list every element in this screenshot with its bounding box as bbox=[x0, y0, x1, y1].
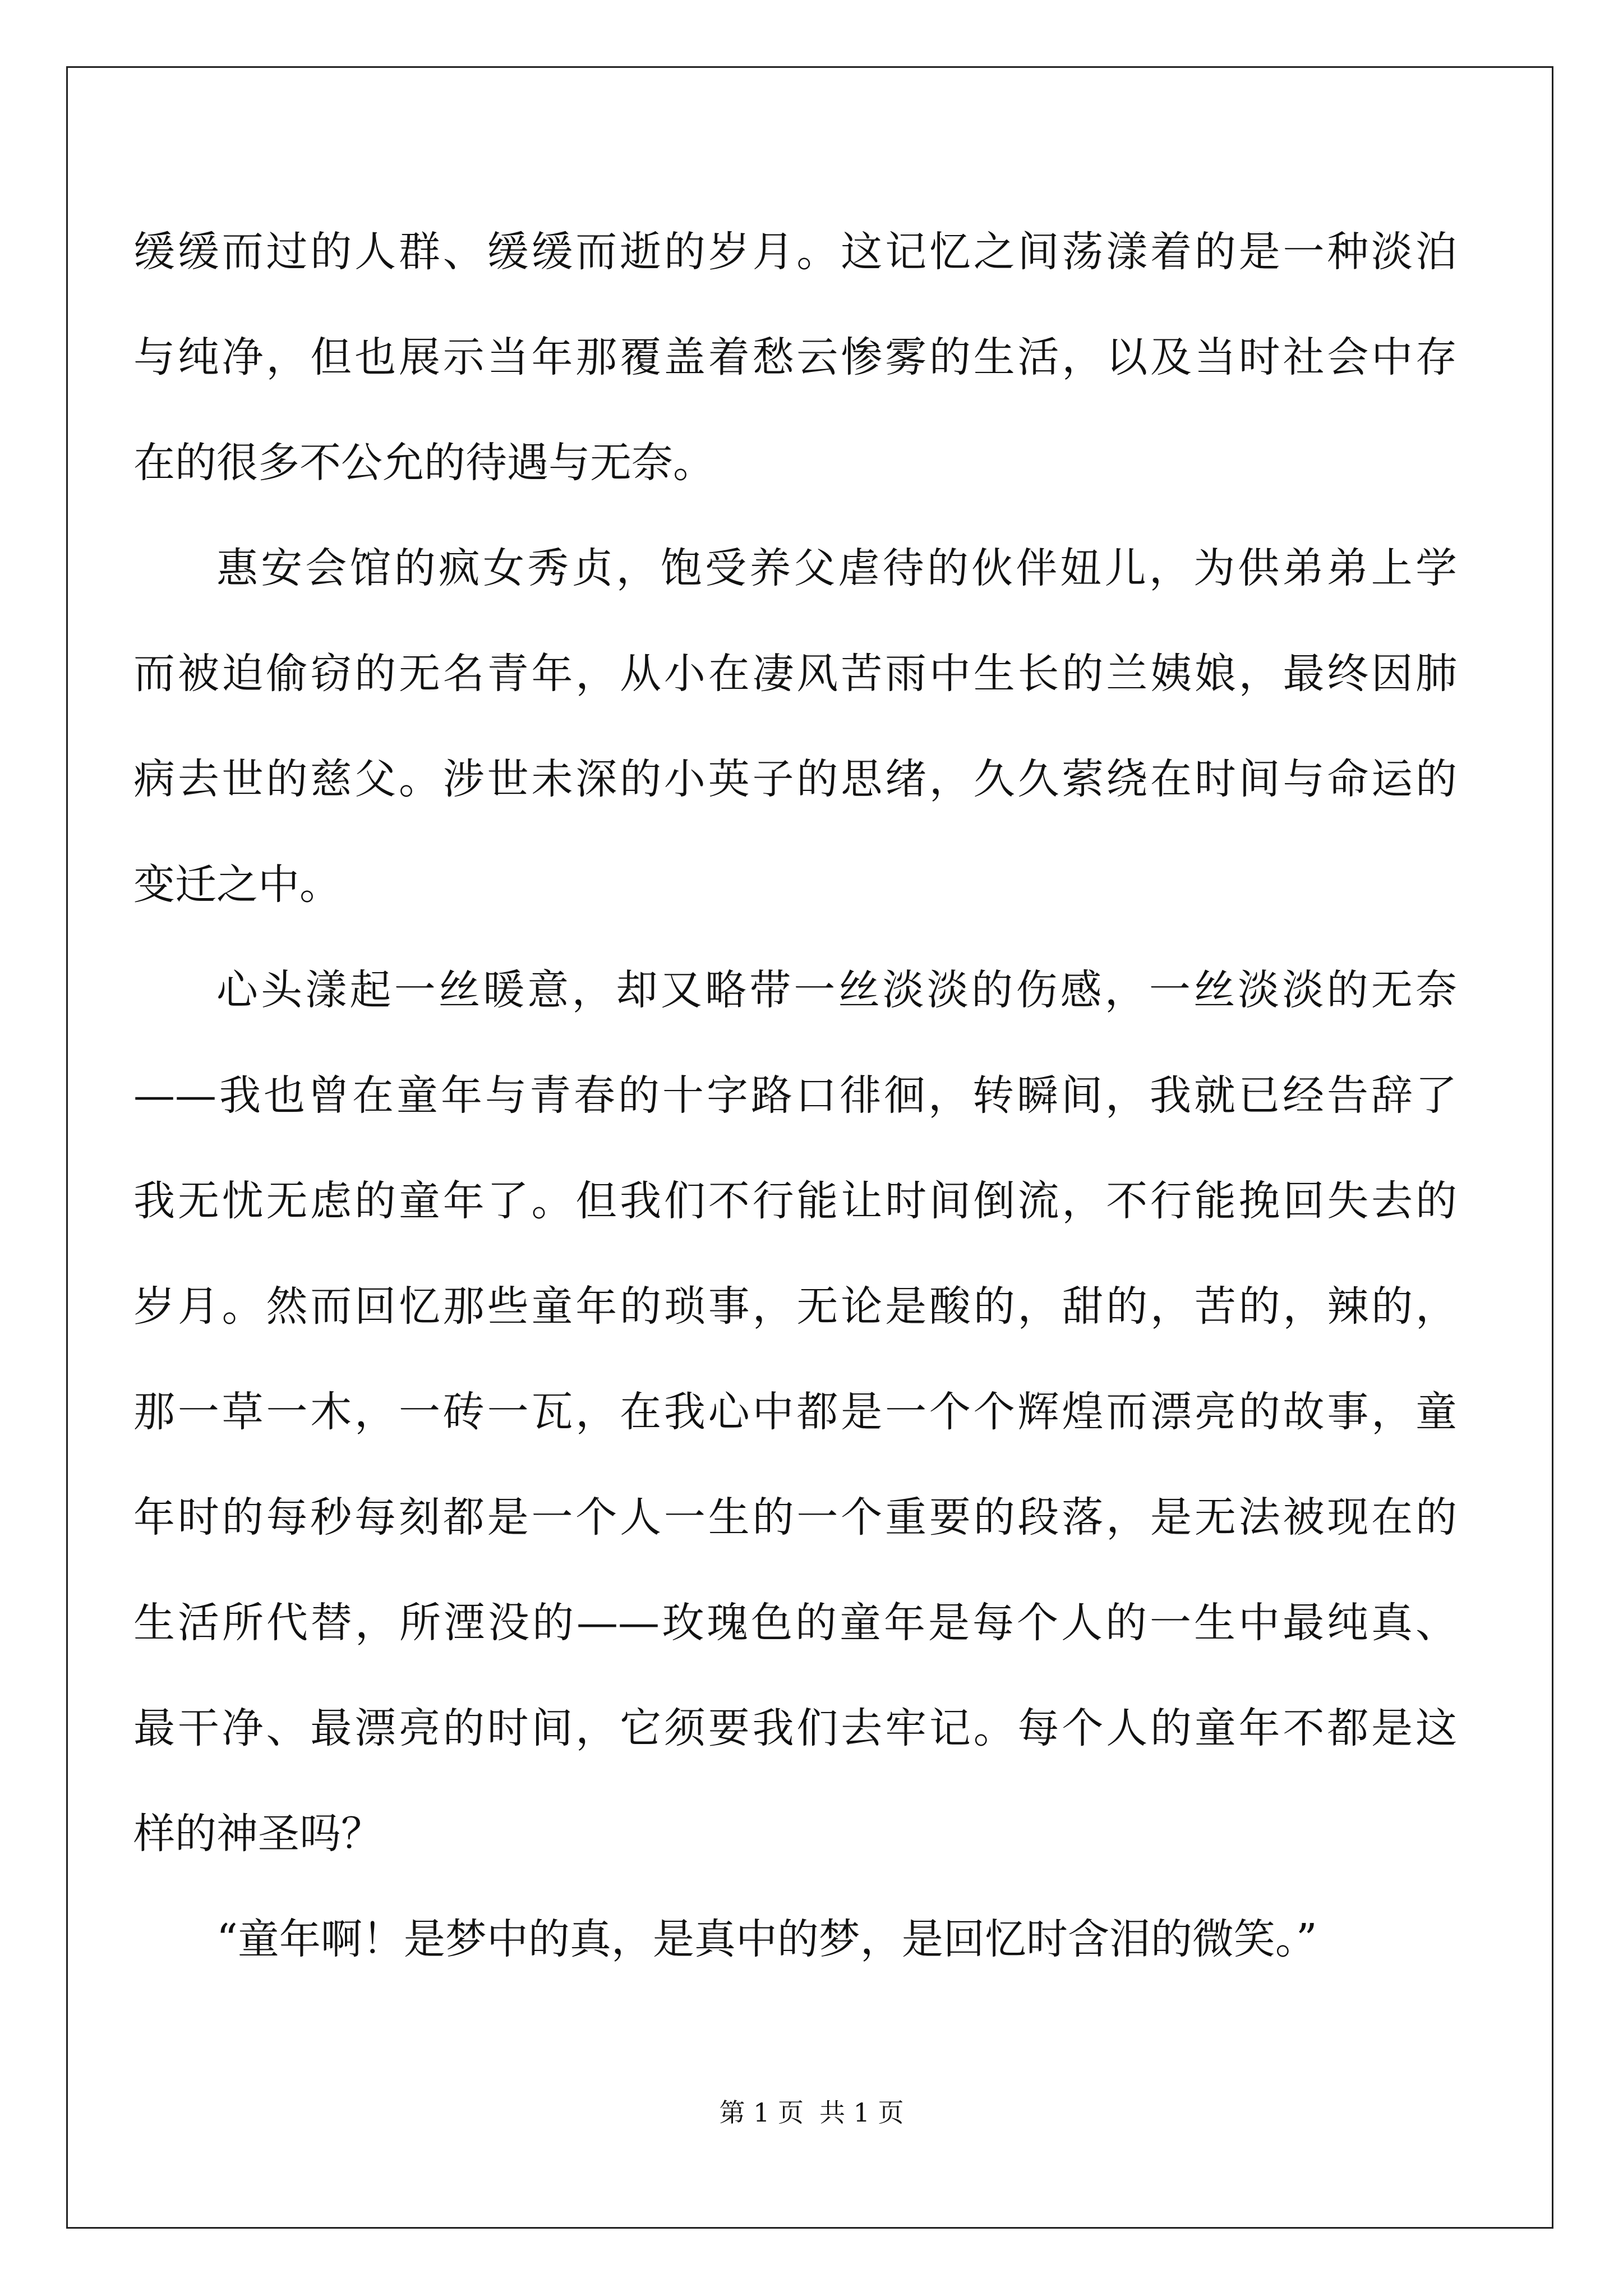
text-line: 那一草一木，一砖一瓦，在我心中都是一个个辉煌而漂亮的故事，童 bbox=[133, 1388, 1457, 1436]
text-line: 惠安会馆的疯女秀贞，饱受养父虐待的伙伴妞儿，为供弟弟上学 bbox=[216, 544, 1457, 592]
text-line: 缓缓而过的人群、缓缓而逝的岁月。这记忆之间荡漾着的是一种淡泊 bbox=[133, 228, 1457, 276]
text-line: 年时的每秒每刻都是一个人一生的一个重要的段落，是无法被现在的 bbox=[133, 1493, 1457, 1542]
text-line: 变迁之中。 bbox=[133, 861, 341, 909]
text-line: “童年啊！是梦中的真，是真中的梦，是回忆时含泪的微笑。” bbox=[216, 1915, 1317, 1963]
text-line: 与纯净，但也展示当年那覆盖着愁云惨雾的生活，以及当时社会中存 bbox=[133, 333, 1457, 381]
text-line: 而被迫偷窃的无名青年，从小在凄风苦雨中生长的兰姨娘，最终因肺 bbox=[133, 650, 1457, 698]
text-line: 最干净、最漂亮的时间，它须要我们去牢记。每个人的童年不都是这 bbox=[133, 1704, 1457, 1752]
text-line: 我无忧无虑的童年了。但我们不行能让时间倒流，不行能挽回失去的 bbox=[133, 1177, 1457, 1225]
text-line: 岁月。然而回忆那些童年的琐事，无论是酸的，甜的，苦的，辣的， bbox=[133, 1282, 1457, 1331]
page-number-total: 共 1 页 bbox=[819, 2097, 904, 2128]
text-line: ——我也曾在童年与青春的十字路口徘徊，转瞬间，我就已经告辞了 bbox=[133, 1071, 1457, 1120]
document-body bbox=[133, 199, 1457, 1992]
text-line: 生活所代替，所湮没的——玫瑰色的童年是每个人的一生中最纯真、 bbox=[133, 1599, 1457, 1647]
text-line: 在的很多不公允的待遇与无奈。 bbox=[133, 439, 714, 487]
text-line: 病去世的慈父。涉世未深的小英子的思绪，久久萦绕在时间与命运的 bbox=[133, 755, 1457, 803]
page-footer bbox=[0, 2097, 1623, 2128]
text-line: 心头漾起一丝暖意，却又略带一丝淡淡的伤感，一丝淡淡的无奈 bbox=[216, 966, 1457, 1014]
page-number-current: 第 1 页 bbox=[719, 2097, 804, 2128]
text-line: 样的神圣吗？ bbox=[133, 1810, 382, 1858]
